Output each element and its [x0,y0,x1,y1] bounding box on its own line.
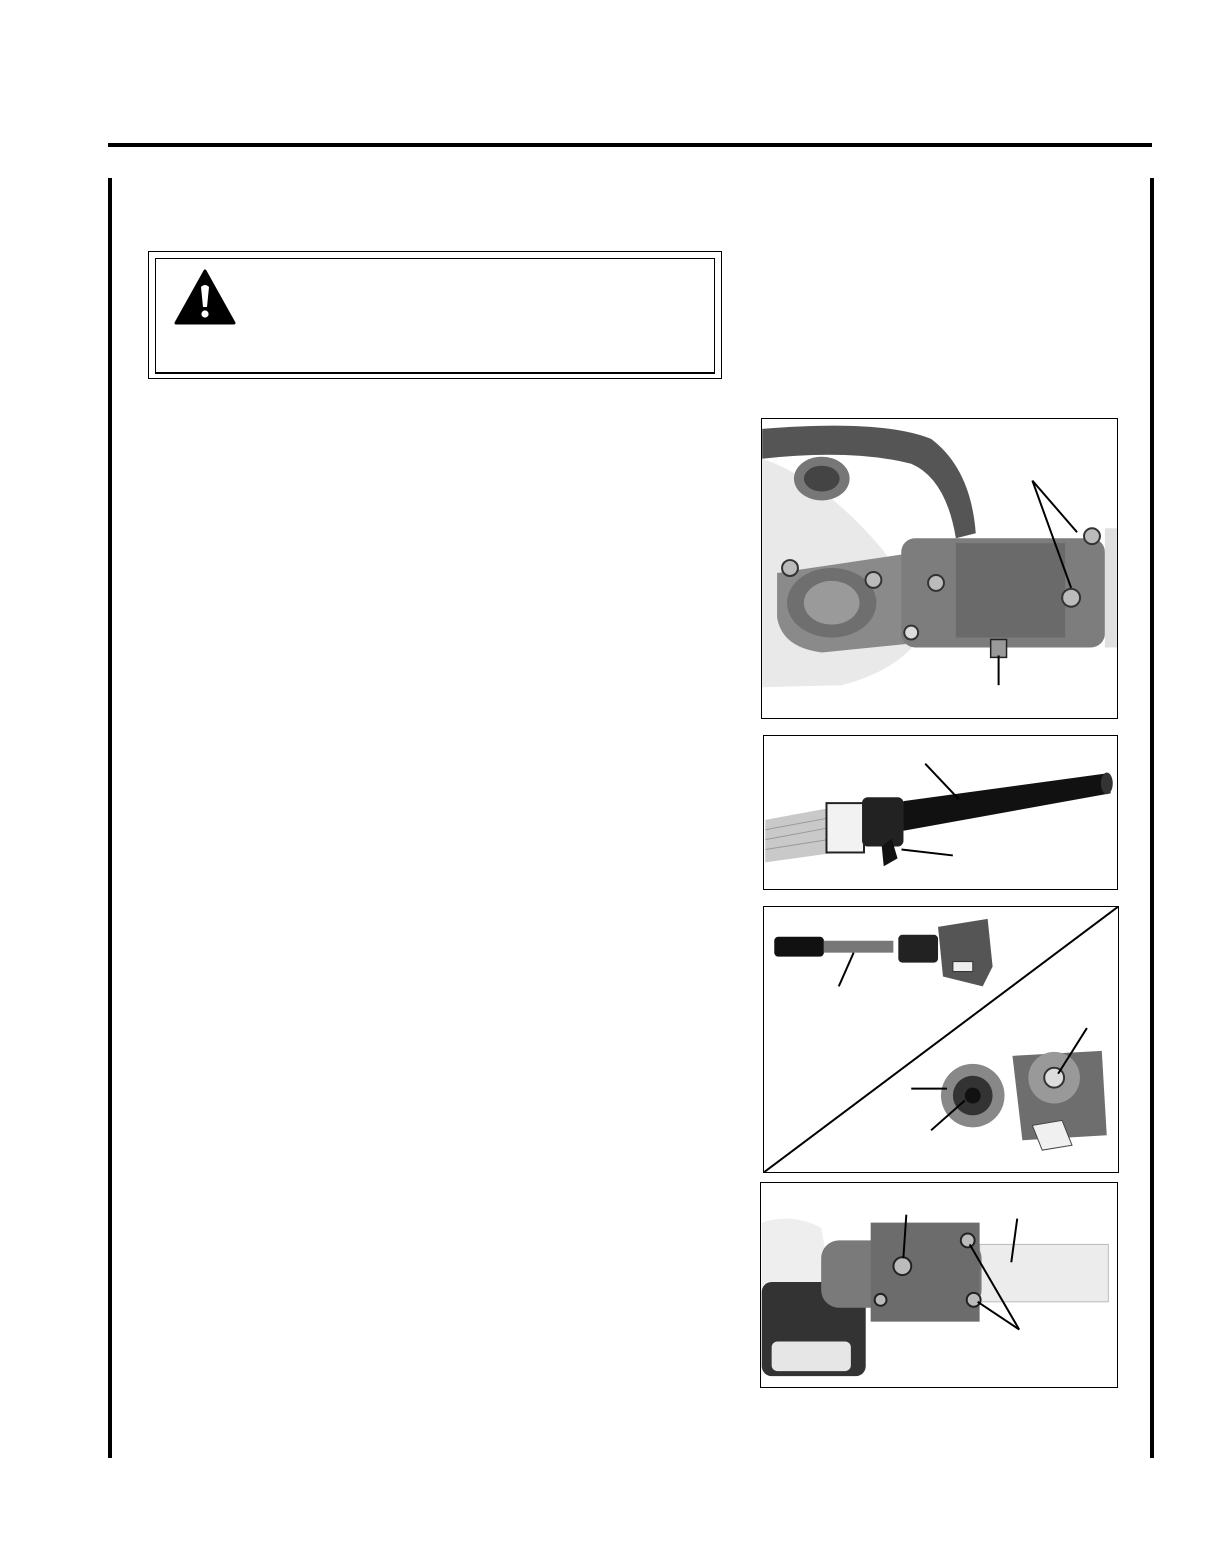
gearcase-mount-photo [761,1183,1117,1387]
header-rule [108,143,1152,147]
figure-gearcase-mount [760,1182,1118,1388]
warning-box [148,251,722,379]
warning-box-inner [155,258,715,374]
figure-shaft-tube-clamp [763,735,1118,890]
shaft-tube-clamp-photo [764,736,1117,889]
warning-triangle-icon [174,269,236,325]
figure-gearcase-housing [761,418,1118,719]
drive-shaft-assembly-photo [764,907,1118,1172]
right-margin-bar [1150,178,1154,1458]
left-margin-bar [108,178,112,1458]
gearcase-housing-photo [762,419,1117,718]
figure-drive-shaft-assembly [763,906,1119,1173]
